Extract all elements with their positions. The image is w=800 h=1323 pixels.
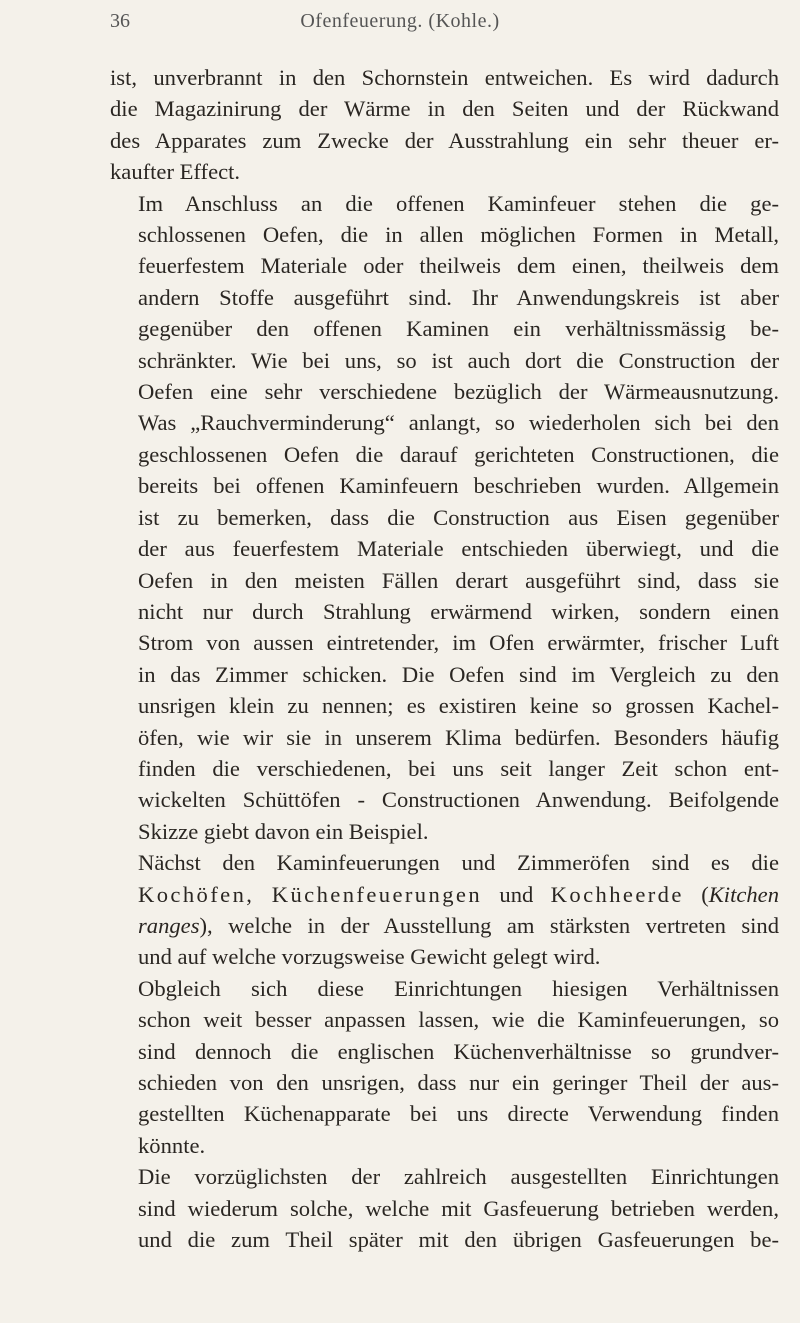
text-line: ist zu bemerken, dass die Construction aus Eisen gegenüber — [138, 504, 779, 530]
text-line: Die vorzüglichsten der zahlreich ausgestellten Einrichtungen — [138, 1164, 779, 1190]
text-line: schon weit besser anpassen lassen, wie die Kaminfeuerungen, so — [138, 1007, 779, 1033]
paragraph-3 — [110, 847, 779, 973]
text-line — [110, 847, 779, 878]
text-line: gestellten Küchenapparate bei uns directe Verwendung finden — [138, 1101, 779, 1127]
text-line: die Magazinirung der Wärme in den Seiten und der Rückwand — [110, 96, 779, 122]
italic-term: Kitchen — [708, 881, 779, 907]
text-line: sind dennoch die englischen Küchenverhältnisse so grundver- — [138, 1038, 779, 1064]
spaced-term: Kochöfen, — [138, 881, 255, 907]
text-line: bereits bei offenen Kaminfeuern beschrieben wurden. Allgemein — [138, 473, 779, 499]
text-line: finden die verschiedenen, bei uns seit langer Zeit schon ent- — [138, 755, 779, 781]
text-line: geschlossenen Oefen die darauf gerichteten Constructionen, die — [138, 441, 779, 467]
page-number: 36 — [110, 10, 130, 32]
text-line: und die zum Theil später mit den übrigen Gasfeuerungen be- — [138, 1227, 779, 1253]
text-line: unsrigen klein zu nennen; es existiren keine so grossen Kachel- — [138, 693, 779, 719]
page-header — [0, 6, 800, 46]
text-line: schlossenen Oefen, die in allen möglichen Formen in Metall, — [138, 222, 779, 248]
spaced-term: Küchenfeuerungen — [271, 881, 483, 907]
paragraph-1 — [110, 62, 779, 188]
text-line: wickelten Schüttöfen - Constructionen Anwendung. Beifolgende — [138, 787, 779, 813]
text-line: könnte. — [138, 1132, 206, 1158]
text-line: ist, unverbrannt in den Schornstein entweichen. Es wird dadurch — [110, 65, 779, 90]
text-run: ), welche in der Ausstellung am stärksten vertreten sind — [199, 912, 779, 938]
spaced-term: Kochheerde — [550, 881, 684, 907]
text-line: Strom von aussen eintretender, im Ofen erwärmter, frischer Luft — [138, 630, 779, 656]
text-run: Nächst den Kaminfeuerungen und Zimmeröfen sind es die — [138, 850, 779, 876]
text-line: schränkter. Wie bei uns, so ist auch dort die Construction der — [138, 347, 779, 373]
text-line: nicht nur durch Strahlung erwärmend wirken, sondern einen — [138, 598, 779, 624]
text-line: Skizze giebt davon ein Beispiel. — [138, 818, 429, 844]
text-line: Was „Rauchverminderung“ anlangt, so wiederholen sich bei den — [138, 410, 779, 436]
text-line: Oefen eine sehr verschiedene bezüglich der Wärmeausnutzung. — [138, 379, 779, 405]
text-run: und auf welche vorzugsweise Gewicht gelegt wird. — [138, 944, 601, 970]
text-line — [110, 879, 779, 910]
text-line: andern Stoffe ausgeführt sind. Ihr Anwendungskreis ist aber — [138, 284, 779, 310]
paragraph-5 — [110, 1161, 779, 1255]
text-line: öfen, wie wir sie in unserem Klima bedürfen. Besonders häufig — [138, 724, 779, 750]
text-run: und — [482, 881, 551, 907]
text-line: kaufter Effect. — [110, 159, 241, 185]
text-line: gegenüber den offenen Kaminen ein verhältnissmässig be- — [138, 316, 779, 342]
text-line: Oefen in den meisten Fällen derart ausgeführt sind, dass sie — [138, 567, 779, 593]
text-line: des Apparates zum Zwecke der Ausstrahlung ein sehr theuer er- — [110, 127, 779, 153]
paragraph-4 — [110, 973, 779, 1161]
text-run — [254, 882, 271, 907]
text-line — [110, 941, 779, 972]
text-run: ( — [683, 881, 709, 907]
text-line: Im Anschluss an die offenen Kaminfeuer stehen die ge- — [138, 190, 779, 216]
text-line: in das Zimmer schicken. Die Oefen sind im Vergleich zu den — [138, 661, 779, 687]
body-text — [110, 62, 779, 1255]
running-head: Ofenfeuerung. (Kohle.) — [300, 10, 500, 32]
text-line: sind wiederum solche, welche mit Gasfeuerung betrieben werden, — [138, 1195, 779, 1221]
text-line: Obgleich sich diese Einrichtungen hiesigen Verhältnissen — [138, 975, 779, 1001]
text-line: schieden von den unsrigen, dass nur ein geringer Theil der aus- — [138, 1070, 779, 1095]
paragraph-2 — [110, 188, 779, 848]
text-line: der aus feuerfestem Materiale entschieden überwiegt, und die — [138, 536, 779, 562]
text-line — [110, 910, 779, 941]
italic-term: ranges — [138, 912, 200, 938]
text-line: feuerfestem Materiale oder theilweis dem einen, theilweis dem — [138, 253, 779, 279]
